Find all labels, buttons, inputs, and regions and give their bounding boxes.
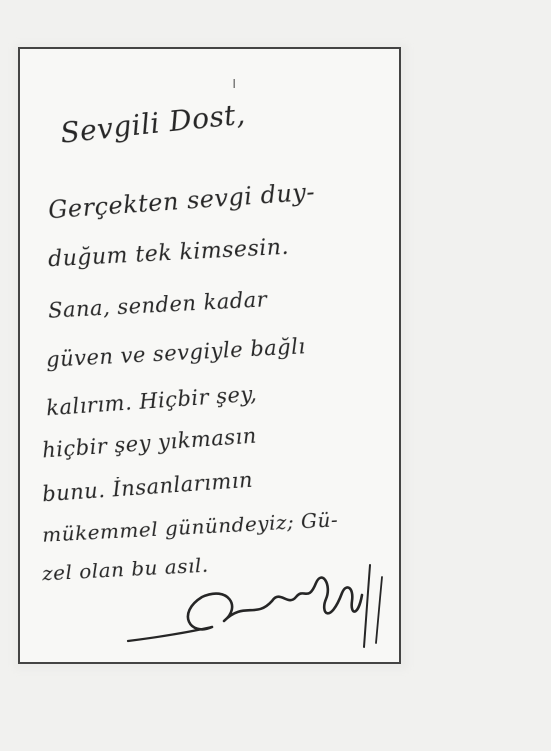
letter-line-7: bunu. İnsanlarımın <box>41 467 254 507</box>
signature-main-stroke <box>188 578 362 630</box>
letter-line-2: duğum tek kimsesin. <box>47 234 290 273</box>
letter-line-4: güven ve sevgiyle bağlı <box>45 334 307 372</box>
letter-line-1: Gerçekten sevgi duy- <box>47 177 316 225</box>
handwritten-signature <box>120 559 400 659</box>
letter-line-8: mükemmel günündeyiz; Gü- <box>41 507 339 547</box>
letter-greeting: Sevgili Dost, <box>58 97 247 150</box>
margin-mark: ı <box>232 73 237 92</box>
letter-line-3: Sana, senden kadar <box>47 287 268 323</box>
letter-line-9: zel olan bu asıl. <box>41 552 210 586</box>
letter-line-6: hiçbir şey yıkmasın <box>41 423 258 463</box>
signature-flourish <box>376 577 382 643</box>
letter-line-5: kalırım. Hiçbir şey, <box>45 381 258 421</box>
signature-tail-stroke <box>364 565 370 647</box>
handwritten-letter <box>18 47 401 664</box>
